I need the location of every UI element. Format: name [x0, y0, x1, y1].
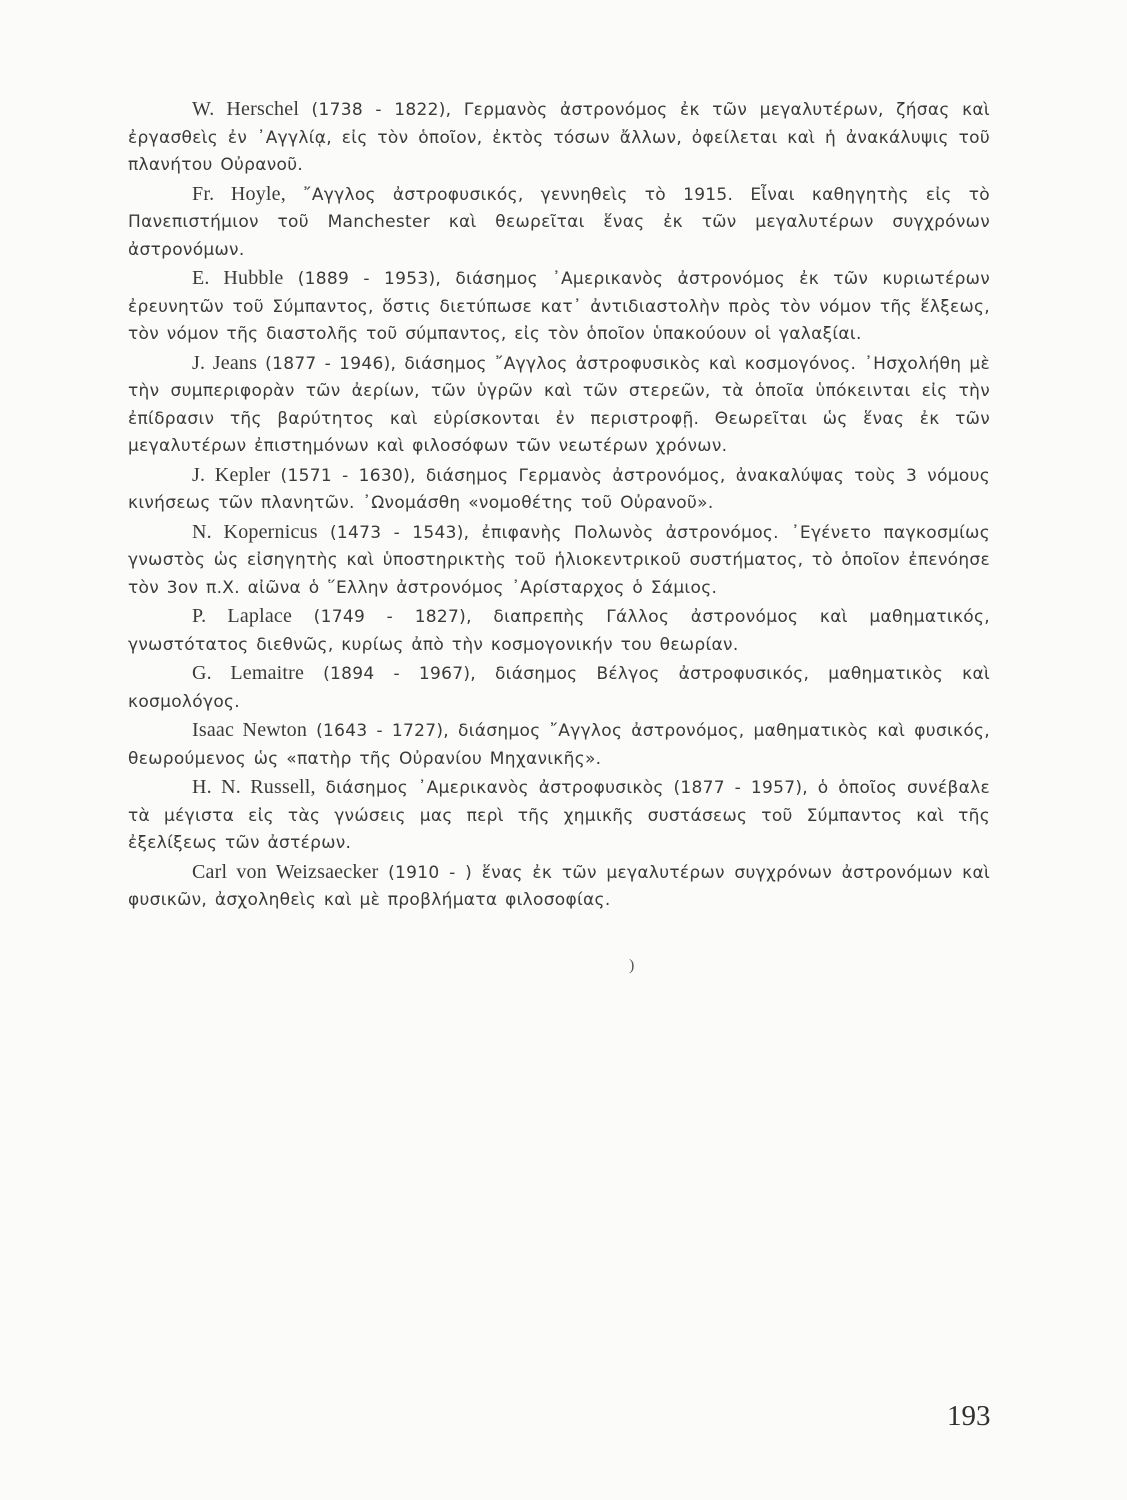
entry-newton — [128, 717, 990, 773]
entry-name: J. Kepler — [192, 463, 271, 486]
entry-text: (1749 - 1827), διαπρεπὴς Γάλλος ἀστρονόμος καὶ μαθηματικός, γνωστότατος διεθνῶς, κυρίως ἀπὸ τὴν κοσμογονικήν του θεωρίαν. — [128, 607, 990, 655]
entry-name: Carl von Weizsaecker — [192, 860, 379, 883]
entry-name: Isaac Newton — [192, 719, 308, 741]
entry-russell — [128, 774, 990, 858]
entry-text: (1877 - 1946), διάσημος ῎Αγγλος ἀστροφυσικὸς καὶ κοσμογόνος. ᾿Ησχολήθη μὲ τὴν συμπεριφορὰν τῶν ἀερίων, τῶν ὑγρῶν καὶ τῶν στερεῶν, τὰ ὁποῖα ὑπόκεινται εἰς τὴν ἐπίδρασιν τῆς βαρύτητος καὶ εὑρίσκονται ἐν περιστροφῇ. Θεωρεῖται ὡς ἕνας ἐκ τῶν μεγαλυτέρων ἐπιστημόνων καὶ φιλοσόφων τῶν νεωτέρων χρόνων. — [128, 353, 990, 456]
entry-weizsaecker — [128, 859, 990, 915]
entry-name: W. Herschel — [192, 98, 300, 120]
entry-name: Fr. Hoyle, — [192, 182, 286, 205]
entry-herschel — [128, 96, 990, 180]
entry-name: E. Hubble — [192, 267, 284, 289]
entry-text: (1643 - 1727), διάσημος ῎Αγγλος ἀστρονόμος, μαθηματικὸς καὶ φυσικός, θεωρούμενος ὡς «πατὴρ τῆς Οὐρανίου Μηχανικῆς». — [128, 721, 990, 769]
entry-jeans — [128, 350, 990, 461]
entry-text: (1910 - ) ἕνας ἐκ τῶν μεγαλυτέρων συγχρόνων ἀστρονόμων καὶ φυσικῶν, ἀσχοληθεὶς καὶ μὲ προβλήματα φιλοσοφίας. — [128, 862, 990, 910]
entry-text: (1738 - 1822), Γερμανὸς ἀστρονόμος ἐκ τῶν μεγαλυτέρων, ζήσας καὶ ἐργασθεὶς ἐν ᾿Αγγλίᾳ, εἰς τὸν ὁποῖον, ἐκτὸς τόσων ἄλλων, ὀφείλεται καὶ ἡ ἀνακάλυψις τοῦ πλανήτου Οὐρανοῦ. — [128, 100, 990, 175]
entry-text: (1473 - 1543), ἐπιφανὴς Πολωνὸς ἀστρονόμος. ᾿Εγένετο παγκοσμίως γνωστὸς ὡς εἰσηγητὴς καὶ ὑποστηρικτὴς τοῦ ἡλιοκεντρικοῦ συστήματος, τὸ ὁποῖον ἐπενόησε τὸν 3ον π.Χ. αἰῶνα ὁ ῞Ελλην ἀστρονόμος ᾿Αρίσταρχος ὁ Σάμιος. — [128, 522, 990, 598]
entry-laplace — [128, 603, 990, 659]
entry-kopernicus — [128, 519, 990, 603]
entry-text: (1571 - 1630), διάσημος Γερμανὸς ἀστρονόμος, ἀνακαλύψας τοὺς 3 νόμους κινήσεως τῶν πλανητῶν. ᾿Ωνομάσθη «νομοθέτης τοῦ Οὐρανοῦ». — [128, 465, 990, 513]
entry-hoyle — [128, 181, 990, 265]
stray-mark: ) — [629, 957, 635, 974]
entry-name: H. N. Russell, — [192, 776, 316, 798]
entry-text: ῎Αγγλος ἀστροφυσικός, γεννηθεὶς τὸ 1915. Εἶναι καθηγητὴς εἰς τὸ Πανεπιστήμιον τοῦ Manchester καὶ θεωρεῖται ἕνας ἐκ τῶν μεγαλυτέρων συγχρόνων ἀστρονόμων. — [128, 184, 990, 260]
entry-name: N. Kopernicus — [192, 520, 318, 543]
entry-kepler — [128, 462, 990, 518]
entry-lemaitre — [128, 660, 990, 716]
entry-name: J. Jeans — [192, 351, 258, 374]
entry-text: (1894 - 1967), διάσημος Βέλγος ἀστροφυσικός, μαθηματικὸς καὶ κοσμολόγος. — [128, 664, 990, 712]
entry-text: διάσημος ᾿Αμερικανὸς ἀστροφυσικὸς (1877 - 1957), ὁ ὁποῖος συνέβαλε τὰ μέγιστα εἰς τὰς γνώσεις μας περὶ τῆς χημικῆς συστάσεως τοῦ Σύμπαντος καὶ τῆς ἐξελίξεως τῶν ἀστέρων. — [128, 778, 990, 853]
entry-name: P. Laplace — [192, 605, 293, 627]
page-number: 193 — [947, 1400, 991, 1432]
biographical-notes — [128, 96, 990, 916]
entry-hubble — [128, 265, 990, 349]
entry-text: (1889 - 1953), διάσημος ᾿Αμερικανὸς ἀστρονόμος ἐκ τῶν κυριωτέρων ἐρευνητῶν τοῦ Σύμπαντος, ὅστις διετύπωσε κατ᾿ ἀντιδιαστολὴν πρὸς τὸν νόμον τῆς ἕλξεως, τὸν νόμον τῆς διαστολῆς τοῦ σύμπαντος, εἰς τὸν ὁποῖον ὑπακούουν οἱ γαλαξίαι. — [128, 269, 990, 344]
entry-name: G. Lemaitre — [192, 662, 305, 684]
